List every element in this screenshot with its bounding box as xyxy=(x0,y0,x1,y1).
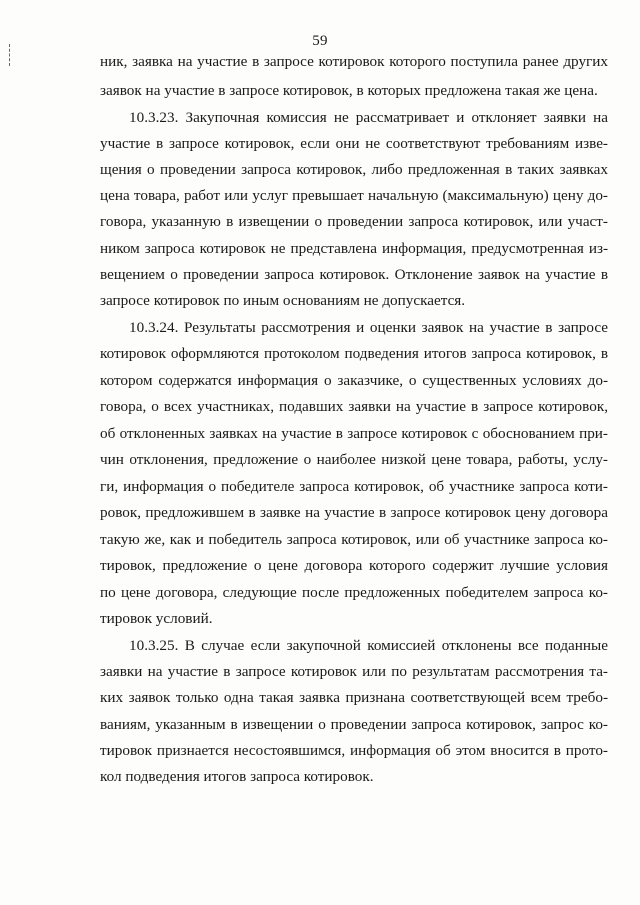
text-line: заявки на участие в запросе котировок или по результатам рассмотрения та- xyxy=(100,663,608,680)
paragraph-first-line: 10.3.23. Закупочная комиссия не рассматривает и отклоняет заявки на xyxy=(129,109,608,126)
text-line: заявок на участие в запросе котировок, в которых предложена такая же цена. xyxy=(100,82,598,99)
text-line: по цене договора, следующие после предложенных победителем запроса ко- xyxy=(100,584,608,601)
text-line: котором содержатся информация о заказчике, о существенных условиях до- xyxy=(100,372,608,389)
text-line: ник, заявка на участие в запросе котировок которого поступила ранее других xyxy=(100,53,608,70)
text-line: такую же, как и победитель запроса котировок, или об участнике запроса ко- xyxy=(100,531,608,548)
text-line: тировок условий. xyxy=(100,610,213,627)
text-line: об отклоненных заявках на участие в запросе котировок с обоснованием при- xyxy=(100,425,608,442)
text-line: кол подведения итогов запроса котировок. xyxy=(100,768,374,785)
text-line: запросе котировок по иным основаниям не допускается. xyxy=(100,292,466,309)
text-line: ваниям, указанным в извещении о проведении запроса котировок, запрос ко- xyxy=(100,716,608,733)
text-line: участие в запросе котировок, если они не соответствуют требованиям изве- xyxy=(100,135,608,152)
text-line: тировок признается несостоявшимся, информация об этом вносится в прото- xyxy=(100,742,608,759)
text-line: чин отклонения, предложение о наиболее низкой цене товара, работы, услу- xyxy=(100,451,608,468)
page-number: 59 xyxy=(312,33,328,49)
paragraph-first-line: 10.3.24. Результаты рассмотрения и оценки заявок на участие в запросе xyxy=(129,319,608,336)
text-line: тировок, предложение о цене договора которого содержит лучшие условия xyxy=(100,557,608,574)
text-line: щения о проведении запроса котировок, либо предложенная в таких заявках xyxy=(100,161,608,178)
text-line: ких заявок только одна такая заявка признана соответствующей всем требо- xyxy=(100,689,608,706)
text-line: говора, указанную в извещении о проведении запроса котировок, или участ- xyxy=(100,213,608,230)
text-line: говора, о всех участниках, подавших заявки на участие в запросе котировок, xyxy=(100,398,608,415)
paragraph-first-line: 10.3.25. В случае если закупочной комиссией отклонены все поданные xyxy=(129,637,608,654)
text-line: цена товара, работ или услуг превышает начальную (максимальную) цену до- xyxy=(100,187,608,204)
text-line: котировок оформляются протоколом подведения итогов запроса котировок, в xyxy=(100,345,608,362)
text-line: ником запроса котировок не представлена информация, предусмотренная из- xyxy=(100,240,608,257)
text-line: вещением о проведении запроса котировок. Отклонение заявок на участие в xyxy=(100,266,608,283)
text-line: ровок, предложившем в заявке на участие в запросе котировок цену договора xyxy=(100,504,608,521)
text-line: ги, информация о победителе запроса котировок, об участнике запроса коти- xyxy=(100,478,608,495)
